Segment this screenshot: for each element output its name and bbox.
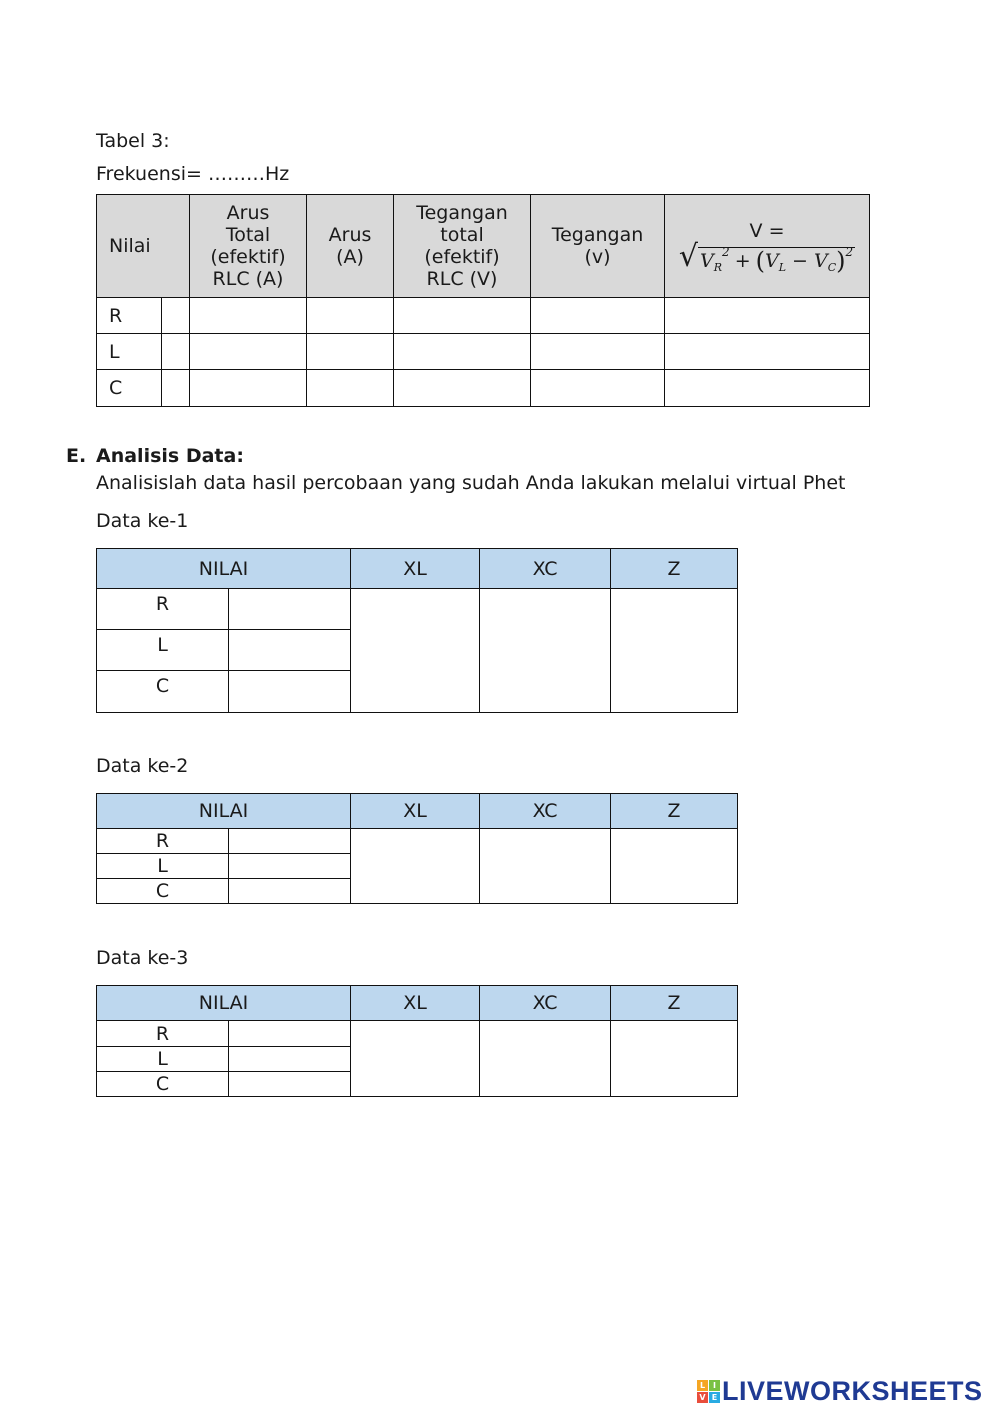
header-tegangan: Tegangan (v) [531, 195, 665, 298]
table-cell[interactable] [162, 370, 190, 407]
formula-label: V = [749, 220, 785, 242]
table-cell[interactable] [665, 334, 870, 370]
logo-block: I [709, 1380, 720, 1391]
section-instruction: Analisislah data hasil percobaan yang sudah Anda lakukan melalui virtual Phet [96, 472, 846, 494]
header-xc: XC [480, 986, 611, 1021]
table-cell[interactable] [665, 370, 870, 407]
xl-cell[interactable] [351, 1021, 480, 1097]
row-label-c: C [97, 671, 229, 713]
table-cell[interactable] [307, 370, 394, 407]
value-cell[interactable] [229, 671, 351, 713]
table-cell[interactable] [394, 298, 531, 334]
header-nilai: NILAI [97, 986, 351, 1021]
header-voltage-formula [665, 195, 870, 298]
value-cell[interactable] [229, 1047, 351, 1072]
table-row [97, 1021, 738, 1047]
row-label-r: R [97, 589, 229, 630]
xc-cell[interactable] [480, 1021, 611, 1097]
row-label-r: R [97, 1021, 229, 1047]
table-cell[interactable] [190, 370, 307, 407]
data-table-header [97, 549, 738, 589]
table-row [97, 829, 738, 854]
z-cell[interactable] [611, 589, 738, 713]
header-xc: XC [480, 794, 611, 829]
logo-text: LIVEWORKSHEETS [722, 1376, 983, 1406]
header-arus-total: Arus Total (efektif) RLC (A) [190, 195, 307, 298]
table-row [97, 589, 738, 630]
row-label-c: C [97, 370, 162, 407]
header-z: Z [611, 794, 738, 829]
logo-block: V [697, 1392, 708, 1403]
data-table-1 [96, 548, 738, 713]
table-row [97, 370, 870, 407]
z-cell[interactable] [611, 1021, 738, 1097]
row-label-l: L [97, 334, 162, 370]
header-nilai: NILAI [97, 549, 351, 589]
value-cell[interactable] [229, 589, 351, 630]
value-cell[interactable] [229, 1072, 351, 1097]
section-marker: E. [66, 445, 87, 467]
value-cell[interactable] [229, 630, 351, 671]
section-title: Analisis Data: [96, 445, 244, 467]
data-2-label: Data ke-2 [96, 755, 189, 777]
header-z: Z [611, 986, 738, 1021]
header-xl: XL [351, 986, 480, 1021]
row-label-c: C [97, 1072, 229, 1097]
logo-block: L [697, 1380, 708, 1391]
header-nilai: NILAI [97, 794, 351, 829]
table-cell[interactable] [394, 370, 531, 407]
data-1-label: Data ke-1 [96, 510, 189, 532]
table-cell[interactable] [531, 298, 665, 334]
row-label-l: L [97, 854, 229, 879]
frequency-label: Frekuensi= ………Hz [96, 163, 290, 185]
z-cell[interactable] [611, 829, 738, 904]
header-xc: XC [480, 549, 611, 589]
table-cell[interactable] [531, 334, 665, 370]
voltage-formula: √ V R 2 + ( V L − V C ) 2 [678, 239, 854, 275]
header-arus: Arus (A) [307, 195, 394, 298]
xc-cell[interactable] [480, 829, 611, 904]
table3-caption: Tabel 3: [96, 130, 170, 152]
table-cell[interactable] [665, 298, 870, 334]
value-cell[interactable] [229, 829, 351, 854]
header-xl: XL [351, 794, 480, 829]
liveworksheets-logo[interactable] [697, 1376, 983, 1407]
header-nilai: Nilai [97, 195, 190, 298]
table-cell[interactable] [162, 298, 190, 334]
table-cell[interactable] [531, 370, 665, 407]
table-cell[interactable] [162, 334, 190, 370]
header-z: Z [611, 549, 738, 589]
table-cell[interactable] [190, 298, 307, 334]
data-table-header [97, 794, 738, 829]
table3-header-row [97, 195, 870, 298]
table-row [97, 298, 870, 334]
table3 [96, 194, 870, 407]
logo-icon [697, 1380, 720, 1403]
table-cell[interactable] [307, 298, 394, 334]
row-label-r: R [97, 829, 229, 854]
table-cell[interactable] [307, 334, 394, 370]
data-table-2 [96, 793, 738, 904]
xl-cell[interactable] [351, 829, 480, 904]
xc-cell[interactable] [480, 589, 611, 713]
data-table-3 [96, 985, 738, 1097]
value-cell[interactable] [229, 1021, 351, 1047]
header-xl: XL [351, 549, 480, 589]
sqrt-symbol: √ [678, 239, 699, 274]
value-cell[interactable] [229, 879, 351, 904]
table-row [97, 334, 870, 370]
value-cell[interactable] [229, 854, 351, 879]
data-3-label: Data ke-3 [96, 947, 189, 969]
table-cell[interactable] [394, 334, 531, 370]
xl-cell[interactable] [351, 589, 480, 713]
data-table-header [97, 986, 738, 1021]
logo-block: E [709, 1392, 720, 1403]
row-label-c: C [97, 879, 229, 904]
row-label-r: R [97, 298, 162, 334]
header-tegangan-total: Tegangan total (efektif) RLC (V) [394, 195, 531, 298]
row-label-l: L [97, 630, 229, 671]
table-cell[interactable] [190, 334, 307, 370]
row-label-l: L [97, 1047, 229, 1072]
